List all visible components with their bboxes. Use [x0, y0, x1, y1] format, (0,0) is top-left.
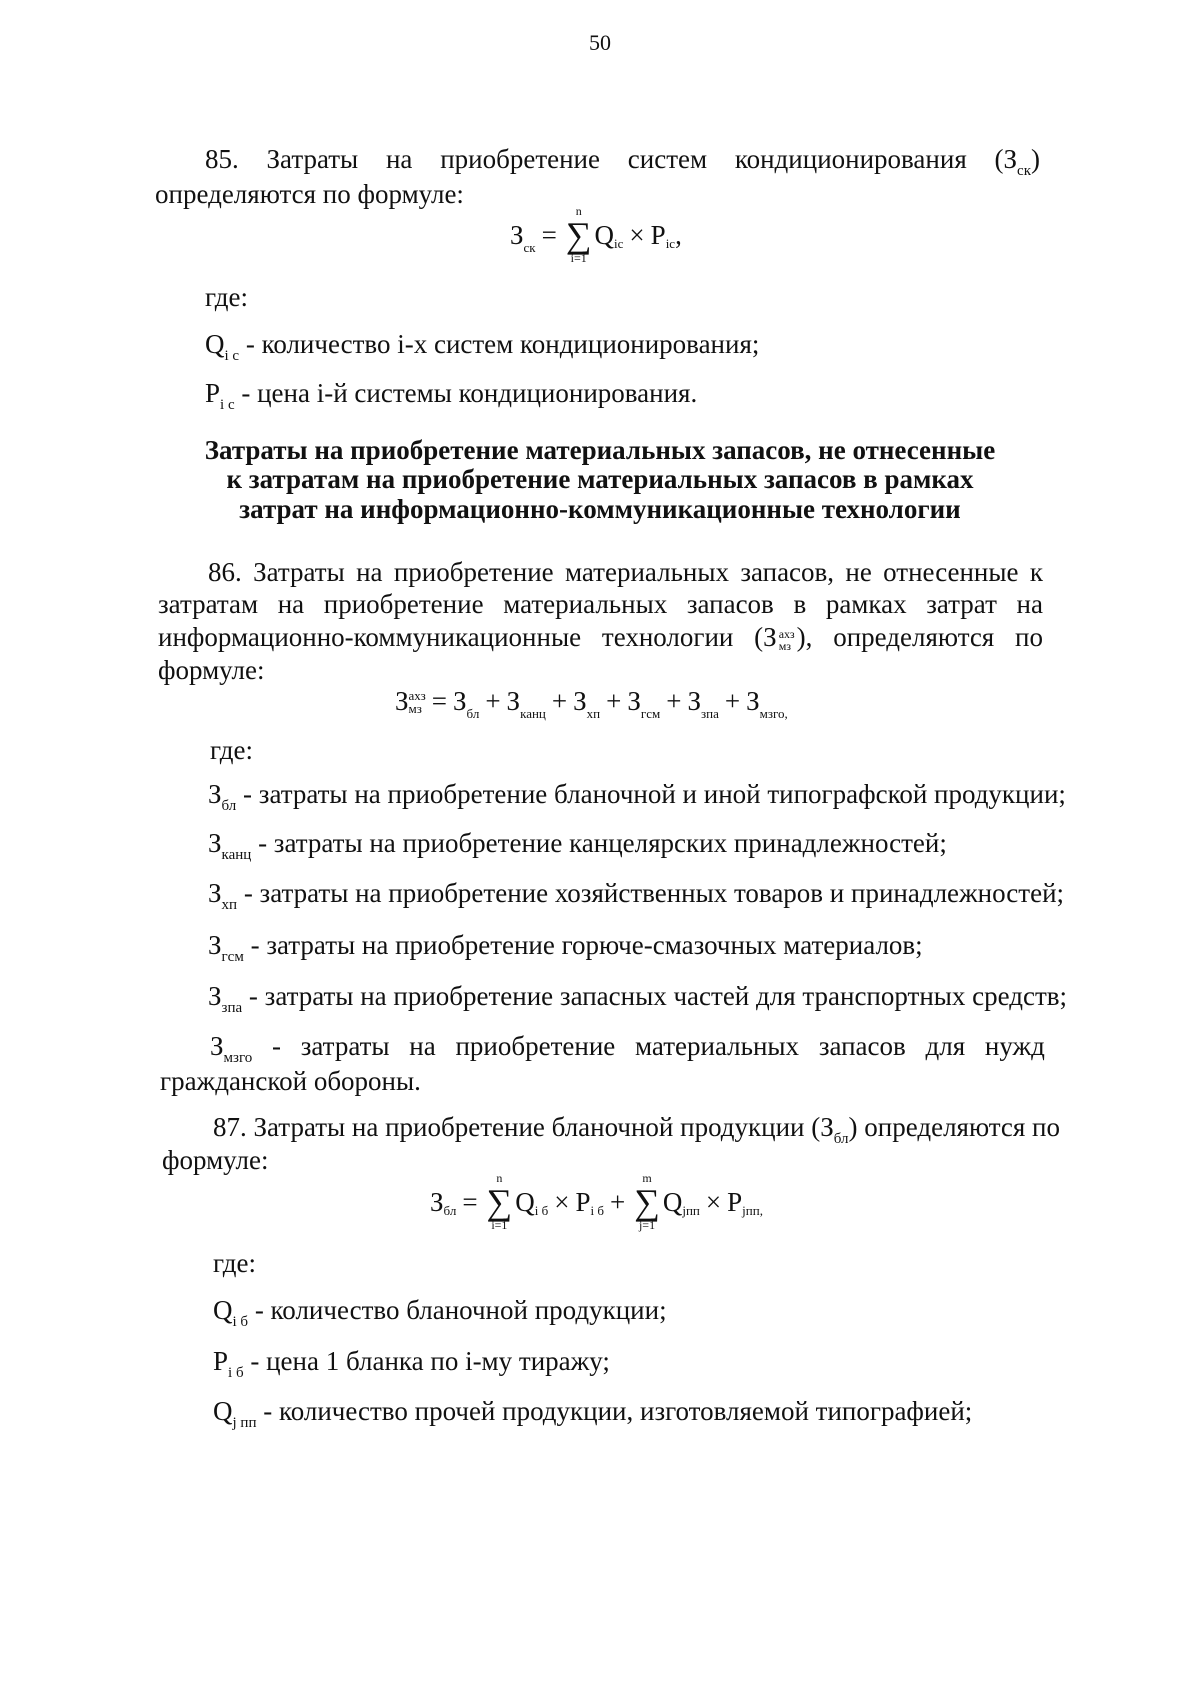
- word: приобретение: [323, 589, 484, 619]
- where-label: где:: [205, 282, 248, 312]
- symbol-sub: ск: [1017, 163, 1031, 179]
- section-heading-line1: Затраты на приобретение материальных запасов, не отнесенные: [204, 435, 996, 465]
- def-symbol: Q: [213, 1396, 233, 1426]
- def-sub: i б: [228, 1365, 244, 1381]
- def-sub: хп: [221, 897, 238, 913]
- def-sub: i c: [224, 348, 240, 364]
- sigma-icon: ∑: [634, 1182, 660, 1222]
- def-text: - затраты на приобретение бланочной и иной типографской продукции;: [236, 779, 1066, 809]
- definition-zzpa: [208, 981, 1068, 1016]
- word: нужд: [984, 1031, 1045, 1061]
- word: отнесенные: [883, 557, 1019, 587]
- symbol-sub: бл: [833, 1131, 849, 1147]
- p-symbol: P: [727, 1186, 743, 1217]
- lhs-sub: бл: [443, 1202, 457, 1218]
- sigma-icon: ∑: [565, 215, 592, 255]
- sum-operator: [566, 205, 592, 265]
- symbol-sup: ахз: [778, 626, 795, 641]
- term: [506, 686, 546, 721]
- term: [453, 686, 480, 721]
- word: в: [793, 589, 807, 619]
- word: на: [1016, 589, 1043, 619]
- times-sign: ×: [629, 219, 645, 250]
- sum-lower-limit: i=1: [491, 1218, 508, 1232]
- word: Затраты: [266, 144, 359, 174]
- p-symbol: P: [575, 1186, 591, 1217]
- word: приобретение: [393, 557, 554, 587]
- def-text: - затраты на приобретение хозяйственных товаров и принадлежностей;: [237, 878, 1065, 908]
- term-symbol: З: [506, 686, 521, 716]
- term: [687, 686, 719, 721]
- def-sub: i c: [220, 397, 235, 413]
- lhs-base: З: [510, 219, 524, 250]
- def-text: - затраты на приобретение запасных частей для транспортных средств;: [242, 981, 1068, 1011]
- def-sub: бл: [221, 798, 237, 814]
- q-symbol: Q: [515, 1186, 535, 1217]
- formula-86: [395, 686, 788, 721]
- q-sub: i б: [534, 1202, 549, 1218]
- bracket: ),: [796, 622, 813, 652]
- times-sign: ×: [554, 1186, 570, 1217]
- def-sub: канц: [221, 847, 252, 863]
- word: запасов,: [740, 557, 835, 587]
- term: [746, 686, 788, 721]
- sum-operator-1: [487, 1172, 513, 1232]
- p86-line4: формуле:: [158, 655, 265, 685]
- word: затратам: [158, 589, 259, 619]
- p86-line3: [158, 624, 1043, 652]
- word: Затраты: [253, 557, 345, 587]
- word: кондиционирования: [734, 144, 967, 174]
- term-sub: канц: [520, 706, 546, 721]
- def-symbol: P: [213, 1346, 229, 1376]
- formula-87: [430, 1172, 763, 1232]
- def-symbol: [210, 1031, 253, 1066]
- definition-zhp: [208, 878, 1065, 913]
- definition-zmzgo-line2: гражданской обороны.: [160, 1066, 421, 1096]
- plus-sign: +: [606, 686, 622, 716]
- def-text: - количество бланочной продукции;: [248, 1295, 667, 1325]
- lhs-sub: ск: [523, 239, 536, 255]
- text-part: 87. Затраты на приобретение бланочной продукции (З: [213, 1112, 834, 1142]
- word: систем: [627, 144, 708, 174]
- symbol-zsk: [994, 144, 1040, 179]
- lhs-indices: [409, 689, 426, 715]
- word: запасов: [818, 1031, 906, 1061]
- p-sub: i б: [590, 1202, 604, 1218]
- word: информационно-коммуникационные: [158, 622, 582, 652]
- word: запасов: [686, 589, 774, 619]
- definition-zmzgo-line1: [210, 1031, 1045, 1066]
- equals-sign: =: [462, 1186, 478, 1217]
- definition-zgsm: [208, 930, 923, 965]
- q-symbol: Q: [662, 1186, 683, 1217]
- definition-qib: [213, 1295, 667, 1330]
- def-symbol: З: [208, 828, 222, 858]
- word: приобретение: [440, 144, 600, 174]
- formula-lhs: [510, 219, 536, 255]
- term-sub: бл: [466, 706, 480, 721]
- term-sub: мзго: [759, 706, 785, 721]
- p87-line1: [213, 1112, 1061, 1147]
- word: материальных: [564, 557, 729, 587]
- word: 85.: [205, 144, 239, 174]
- word: рамках: [825, 589, 907, 619]
- definition-zkanc: [208, 828, 947, 863]
- p-sub: jпп: [742, 1202, 760, 1218]
- where-label: где:: [210, 735, 253, 765]
- p85-line1: [205, 144, 1040, 179]
- word: определяются: [833, 622, 995, 652]
- term-symbol: З: [627, 686, 641, 716]
- q-symbol: Q: [594, 219, 615, 250]
- def-symbol: З: [208, 981, 222, 1011]
- def-symbol: З: [208, 779, 222, 809]
- sum-operator-2: [634, 1172, 660, 1232]
- q-sub: jпп: [682, 1202, 700, 1218]
- def-text: - цена i-й системы кондиционирования.: [234, 378, 698, 408]
- word: затраты: [300, 1031, 390, 1061]
- lhs-base: З: [430, 1186, 444, 1217]
- def-symbol: Q: [205, 329, 225, 359]
- p86-line1: [208, 559, 1043, 586]
- lhs-sub: мз: [408, 700, 422, 716]
- q-sub: ic: [614, 235, 624, 251]
- where-label: где:: [213, 1248, 256, 1278]
- word: 86.: [208, 557, 242, 587]
- def-text: - количество i-х систем кондиционирования;: [239, 329, 760, 359]
- p87-text: [213, 1112, 1061, 1147]
- def-sub: зпа: [221, 1000, 243, 1016]
- sum-upper-limit: m: [642, 1171, 652, 1185]
- def-symbol: З: [208, 878, 222, 908]
- plus-sign: +: [724, 686, 741, 716]
- term: [627, 686, 661, 721]
- p85-line2: определяются по формуле:: [155, 179, 464, 209]
- word: к: [1029, 557, 1043, 587]
- equals-sign: =: [541, 219, 557, 250]
- word: технологии: [601, 622, 734, 652]
- symbol-base: (З: [754, 622, 777, 652]
- def-sub: j пп: [232, 1415, 257, 1431]
- word: материальных: [635, 1031, 800, 1061]
- lhs-base: З: [395, 686, 409, 716]
- word: для: [925, 1031, 966, 1061]
- definition-zbl: [208, 779, 1066, 814]
- word: -: [271, 1031, 281, 1061]
- definition-qic: [205, 329, 760, 364]
- page-number: 50: [589, 30, 611, 55]
- comma: ,: [759, 1202, 763, 1218]
- word: на: [277, 589, 305, 619]
- word: не: [845, 557, 872, 587]
- equals-sign: =: [431, 686, 447, 716]
- symbol-zahz: [754, 624, 812, 652]
- def-symbol: З: [208, 930, 222, 960]
- lhs-sup: ахз: [408, 687, 426, 703]
- word: затрат: [926, 589, 997, 619]
- def-text: - количество прочей продукции, изготовляемой типографией;: [256, 1396, 973, 1426]
- def-sub: i б: [232, 1314, 249, 1330]
- definition-pic: [205, 378, 698, 413]
- section-heading-line3: затрат на информационно-коммуникационные технологии: [239, 494, 961, 524]
- sum-lower-limit: j=1: [638, 1218, 656, 1232]
- comma: ,: [784, 706, 788, 721]
- def-text: - затраты на приобретение канцелярских принадлежностей;: [251, 828, 947, 858]
- term-symbol: З: [687, 686, 701, 716]
- word: на: [409, 1031, 436, 1061]
- symbol-sub: мзго: [223, 1050, 253, 1066]
- symbol-base: (З: [994, 144, 1018, 174]
- symbol-sub: мз: [778, 638, 792, 653]
- def-symbol: Q: [213, 1295, 233, 1325]
- word: на: [385, 144, 413, 174]
- symbol-indices: [779, 628, 795, 652]
- term-sub: зпа: [701, 706, 719, 721]
- term-sub: хп: [586, 706, 601, 721]
- p-symbol: P: [650, 219, 666, 250]
- plus-sign: +: [551, 686, 568, 716]
- term-sub: гсм: [640, 706, 661, 721]
- formula-85: [510, 205, 682, 265]
- p-sub: ic: [665, 235, 676, 251]
- word: материальных: [503, 589, 668, 619]
- symbol-base: З: [210, 1031, 224, 1061]
- word: приобретение: [455, 1031, 616, 1061]
- term: [573, 686, 601, 721]
- sum-upper-limit: n: [575, 204, 582, 218]
- p87-line2: формуле:: [162, 1145, 269, 1175]
- sigma-icon: ∑: [486, 1182, 513, 1222]
- p86-line2: [158, 591, 1043, 618]
- term-symbol: З: [453, 686, 467, 716]
- comma: ,: [675, 219, 682, 250]
- sum-lower-limit: i=1: [570, 251, 587, 265]
- def-sub: гсм: [221, 949, 244, 965]
- definition-qjpp: [213, 1396, 973, 1431]
- def-text: - цена 1 бланка по i-му тиражу;: [243, 1346, 610, 1376]
- term-symbol: З: [573, 686, 587, 716]
- plus-sign: +: [485, 686, 501, 716]
- times-sign: ×: [705, 1186, 722, 1217]
- sum-upper-limit: n: [496, 1171, 503, 1185]
- section-heading-line2: к затратам на приобретение материальных запасов в рамках: [226, 464, 974, 494]
- definition-pib: [213, 1346, 610, 1381]
- def-symbol: P: [205, 378, 221, 408]
- term-symbol: З: [746, 686, 760, 716]
- word: по: [1015, 622, 1043, 652]
- plus-sign: +: [666, 686, 682, 716]
- plus-sign: +: [609, 1186, 626, 1217]
- def-text: - затраты на приобретение горюче-смазочных материалов;: [243, 930, 923, 960]
- text-part: ) определяются по: [848, 1112, 1061, 1142]
- bracket: ): [1031, 144, 1040, 174]
- word: на: [356, 557, 383, 587]
